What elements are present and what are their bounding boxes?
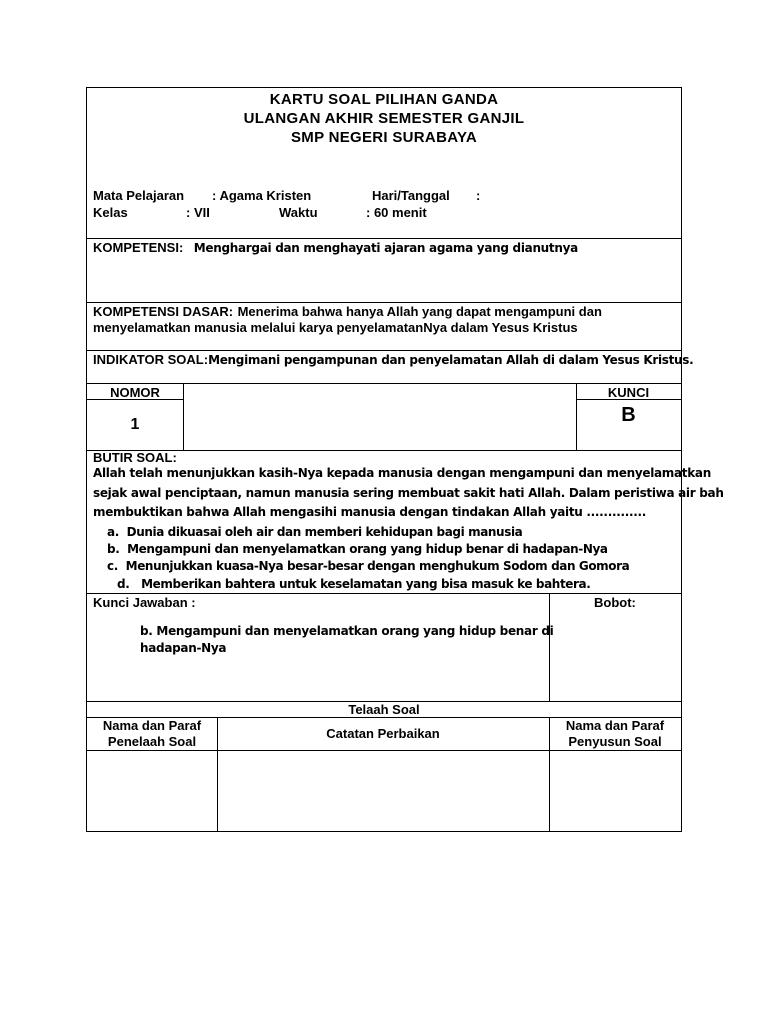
- mapel-label: Mata Pelajaran: [93, 188, 185, 203]
- butir-line2: sejak awal penciptaan, namun manusia sering membuat sakit hati Allah. Dalam peristiwa air bah: [93, 486, 724, 500]
- hari-value: :: [476, 188, 481, 203]
- option-b: b. Mengampuni dan menyelamatkan orang yang hidup benar di hadapan-Nya: [107, 542, 608, 556]
- kunci-jawaban-line2: hadapan-Nya: [140, 641, 227, 655]
- hari-label: Hari/Tanggal: [372, 188, 450, 203]
- nomor-label: NOMOR: [110, 385, 160, 400]
- option-c: c. Menunjukkan kuasa-Nya besar-besar dengan menghukum Sodom dan Gomora: [107, 559, 630, 573]
- card-title-line3: SMP NEGERI SURABAYA: [290, 129, 478, 146]
- kelas-label: Kelas: [93, 205, 128, 220]
- indikator-row: [93, 351, 693, 369]
- penelaah-header: Nama dan Paraf Penelaah Soal: [102, 718, 202, 749]
- butir-line1: Allah telah menunjukkan kasih-Nya kepada manusia dengan mengampuni dan menyelamatkan: [93, 466, 711, 480]
- kompetensi-dasar-row: [93, 304, 602, 320]
- kelas-value: : VII: [186, 205, 210, 220]
- indikator-label: INDIKATOR SOAL:: [93, 352, 209, 367]
- kunci-jawaban-line1: b. Mengampuni dan menyelamatkan orang yang hidup benar di: [140, 624, 554, 638]
- card-title-line2: ULANGAN AKHIR SEMESTER GANJIL: [243, 110, 525, 127]
- kunci-jawaban-label: Kunci Jawaban :: [93, 595, 196, 610]
- kompetensi-label: KOMPETENSI:: [93, 240, 184, 255]
- question-card: [86, 87, 724, 832]
- bobot-label: Bobot:: [594, 595, 636, 610]
- kompetensi-dasar-line1: Menerima bahwa hanya Allah yang dapat mengampuni dan: [237, 304, 602, 319]
- option-a: a. Dunia dikuasai oleh air dan memberi kehidupan bagi manusia: [107, 525, 523, 539]
- telaah-title: Telaah Soal: [348, 702, 420, 717]
- kompetensi-text: Menghargai dan menghayati ajaran agama yang dianutnya: [193, 241, 578, 255]
- nomor-value: 1: [130, 416, 140, 433]
- catatan-header: Catatan Perbaikan: [326, 726, 440, 741]
- kompetensi-row: [93, 239, 578, 257]
- option-d: d. Memberikan bahtera untuk keselamatan yang bisa masuk ke bahtera.: [117, 577, 591, 591]
- kompetensi-dasar-line2: menyelamatkan manusia melalui karya penyelamatanNya dalam Yesus Kristus: [93, 320, 578, 335]
- mapel-value: : Agama Kristen: [212, 188, 312, 203]
- penyusun-header: Nama dan Paraf Penyusun Soal: [565, 718, 665, 749]
- waktu-label: Waktu: [279, 205, 318, 220]
- indikator-text: Mengimani pengampunan dan penyelamatan Allah di dalam Yesus Kristus.: [208, 353, 694, 367]
- butir-line3: membuktikan bahwa Allah mengasihi manusia dengan tindakan Allah yaitu ..............: [93, 505, 647, 519]
- kunci-value: B: [621, 404, 636, 426]
- butir-label: BUTIR SOAL:: [93, 450, 177, 465]
- kompetensi-dasar-label: KOMPETENSI DASAR:: [93, 304, 234, 319]
- waktu-value: : 60 menit: [366, 205, 427, 220]
- kunci-label: KUNCI: [607, 385, 650, 400]
- card-title-line1: KARTU SOAL PILIHAN GANDA: [269, 91, 499, 108]
